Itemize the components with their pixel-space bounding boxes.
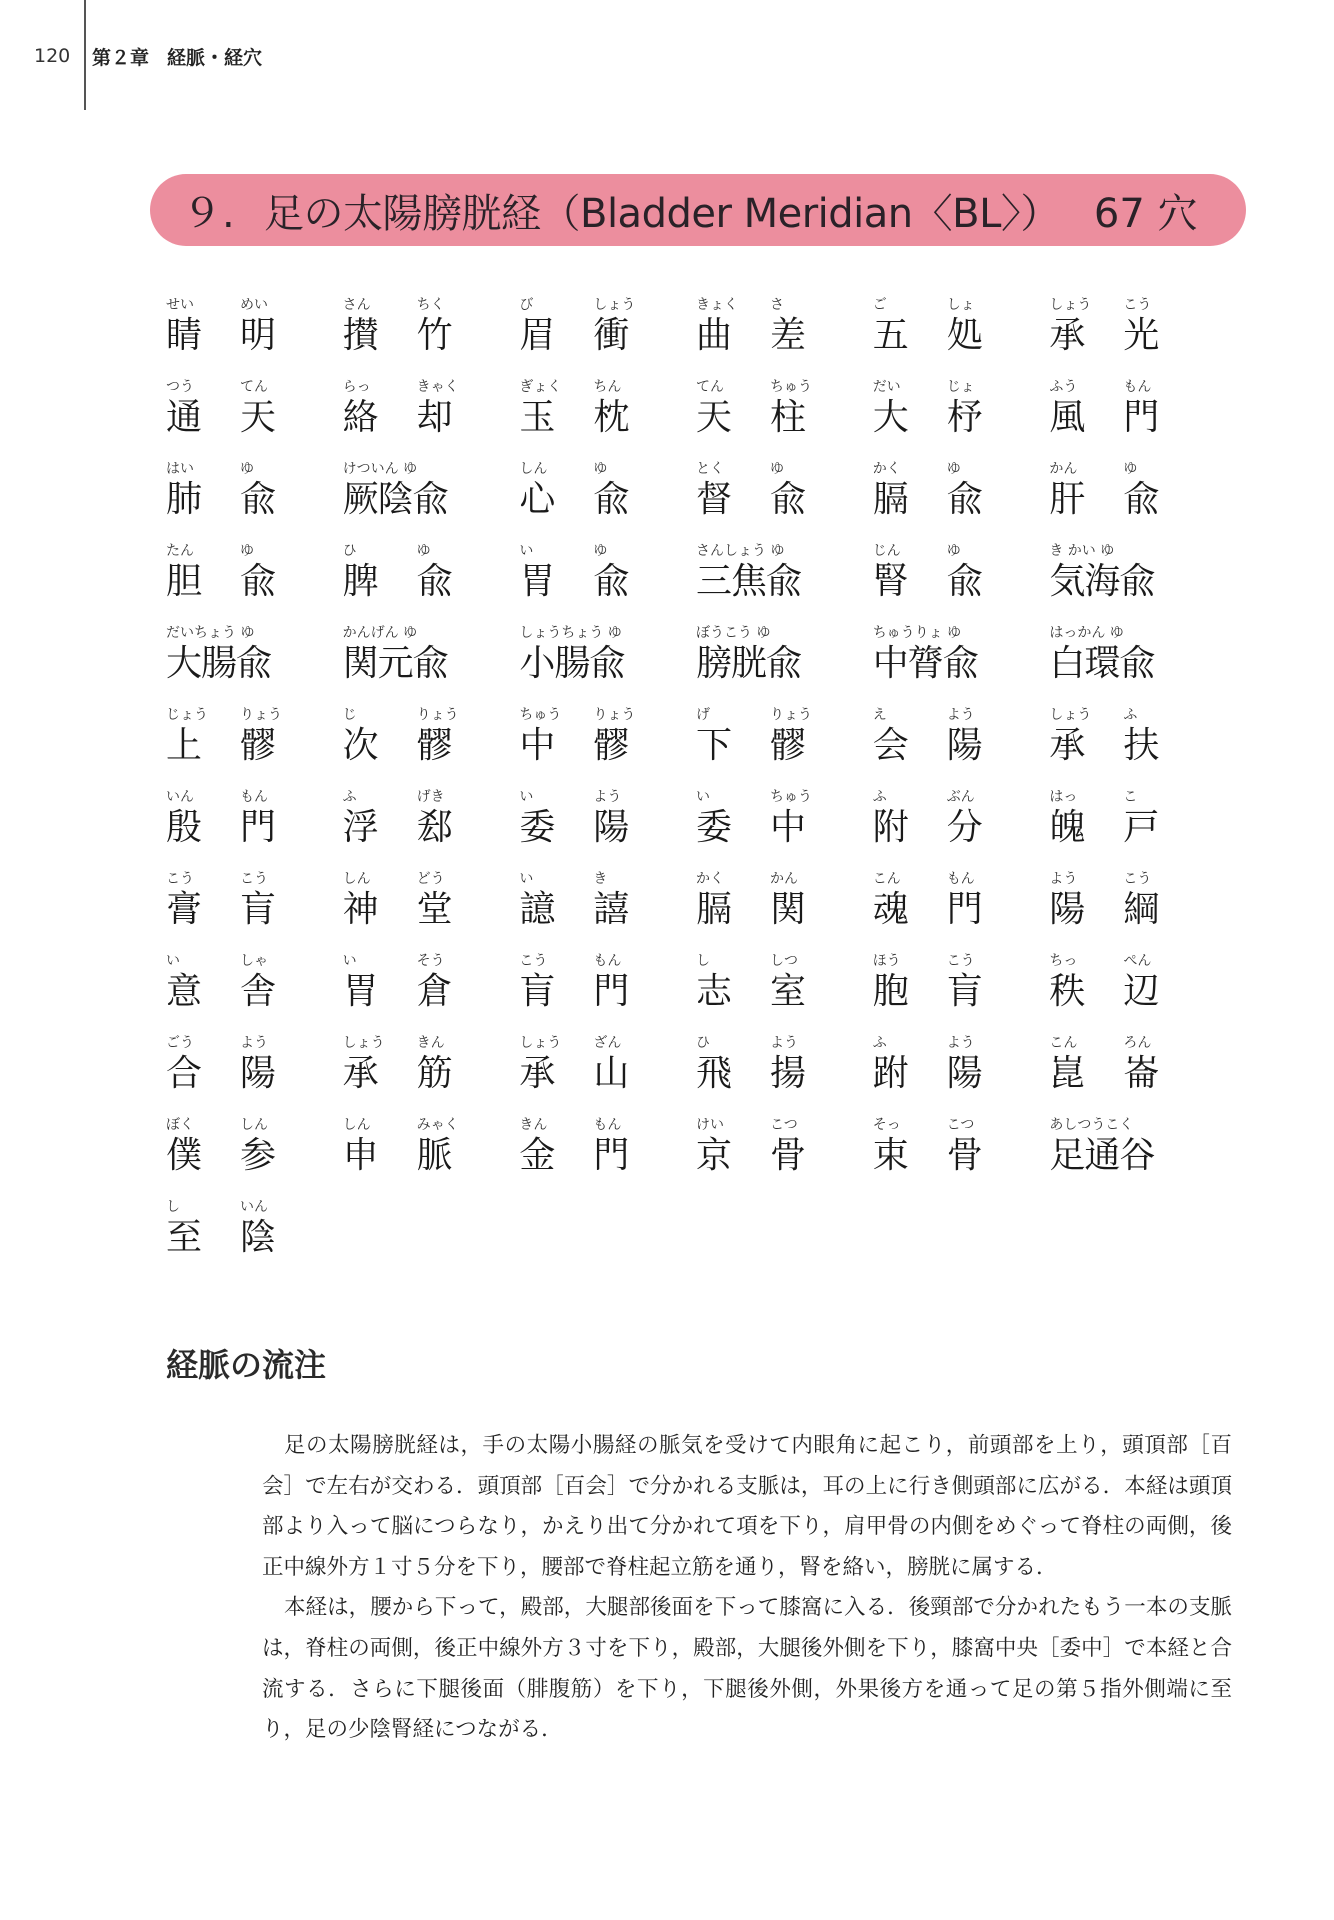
acupoint-reading: しん みゃく	[342, 1117, 459, 1133]
acupoint-name: 関元兪	[342, 643, 448, 684]
acupoint-reading: しん どう	[342, 871, 445, 887]
acupoint	[696, 1032, 873, 1114]
acupoint	[519, 1032, 696, 1114]
acupoint	[1049, 786, 1226, 868]
acupoint-reading: い き	[519, 871, 608, 887]
acupoint-name: 委 陽	[519, 807, 630, 848]
acupoint-row	[166, 458, 1226, 540]
acupoint-row	[166, 950, 1226, 1032]
acupoint-name: 中 髎	[519, 725, 630, 766]
acupoint-name: 胃 兪	[519, 561, 630, 602]
acupoint-row	[166, 704, 1226, 786]
acupoint-reading: はい ゆ	[166, 461, 254, 477]
acupoint-reading: じん ゆ	[872, 543, 961, 559]
acupoint	[1049, 458, 1226, 540]
acupoint-reading: し いん	[166, 1199, 268, 1215]
acupoint	[696, 294, 873, 376]
acupoint-name: 厥陰兪	[342, 479, 448, 520]
acupoint-name: 合 陽	[166, 1053, 277, 1094]
acupoint-name: 眉 衝	[519, 315, 630, 356]
acupoint-name: 上 髎	[166, 725, 277, 766]
acupoint-reading: きょく さ	[696, 297, 785, 313]
acupoint-name: 浮 郄	[342, 807, 453, 848]
acupoint	[1049, 376, 1226, 458]
acupoint-name: 譩 譆	[519, 889, 630, 930]
acupoint-grid	[166, 294, 1226, 1278]
acupoint-name: 崑 崙	[1049, 1053, 1160, 1094]
acupoint	[166, 950, 343, 1032]
acupoint	[519, 1114, 696, 1196]
acupoint-reading: ごう よう	[166, 1035, 268, 1051]
paragraph: 足の太陽膀胱経は，手の太陽小腸経の脈気を受けて内眼角に起こり，前頭部を上り，頭頂部［百会］で左右が交わる．頭頂部［百会］で分かれる支脈は，耳の上に行き側頭部に広がる．本経は頭頂部より入って脳につらなり，かえり出て分かれて項を下り，肩甲骨の内側をめぐって脊柱の両側，後正中線外方１寸５分を下り，腰部で脊柱起立筋を通り，腎を絡い，膀胱に属する．	[262, 1433, 1232, 1580]
acupoint	[343, 704, 520, 786]
acupoint-name: 大腸兪	[166, 643, 272, 684]
header-divider	[84, 0, 86, 110]
acupoint	[166, 1032, 343, 1114]
acupoint	[696, 786, 873, 868]
acupoint	[873, 540, 1050, 622]
acupoint-reading: ぼうこう ゆ	[696, 625, 771, 641]
acupoint-name: 中膂兪	[872, 643, 978, 684]
acupoint-name: 五 処	[872, 315, 983, 356]
acupoint	[343, 622, 520, 704]
acupoint	[343, 786, 520, 868]
acupoint-name: 魂 門	[872, 889, 983, 930]
acupoint	[519, 458, 696, 540]
acupoint-reading: せい めい	[166, 297, 268, 313]
acupoint-name: 附 分	[872, 807, 983, 848]
acupoint	[519, 704, 696, 786]
acupoint-reading: ちっ ぺん	[1049, 953, 1152, 969]
acupoint	[696, 868, 873, 950]
acupoint-reading: とく ゆ	[696, 461, 785, 477]
acupoint-name: 曲 差	[696, 315, 807, 356]
acupoint	[1049, 1032, 1226, 1114]
acupoint-reading: ほう こう	[872, 953, 975, 969]
acupoint-reading: だい じょ	[872, 379, 975, 395]
acupoint-reading: つう てん	[166, 379, 268, 395]
acupoint	[166, 540, 343, 622]
acupoint-name: 肝 兪	[1049, 479, 1160, 520]
acupoint-reading: しょう ざん	[519, 1035, 622, 1051]
acupoint-reading: しょう きん	[342, 1035, 445, 1051]
acupoint-row	[166, 1196, 1226, 1278]
acupoint	[696, 704, 873, 786]
acupoint-name: 承 筋	[342, 1053, 453, 1094]
acupoint	[343, 376, 520, 458]
acupoint-name: 督 兪	[696, 479, 807, 520]
acupoint-reading: ふ げき	[342, 789, 445, 805]
acupoint-reading: ぼく しん	[166, 1117, 268, 1133]
acupoint-name: 会 陽	[872, 725, 983, 766]
acupoint-name: 絡 却	[342, 397, 453, 438]
acupoint	[343, 294, 520, 376]
acupoint-reading: い しゃ	[166, 953, 268, 969]
banner-number: ９.	[182, 190, 235, 237]
acupoint-row	[166, 294, 1226, 376]
acupoint-reading: らっ きゃく	[342, 379, 459, 395]
acupoint-reading: ふう もん	[1049, 379, 1152, 395]
acupoint-name: 心 兪	[519, 479, 630, 520]
acupoint-name: 白環兪	[1049, 643, 1155, 684]
acupoint-name: 足通谷	[1049, 1135, 1155, 1176]
acupoint-row	[166, 540, 1226, 622]
acupoint	[519, 376, 696, 458]
acupoint-name: 胃 倉	[342, 971, 453, 1012]
acupoint	[166, 1196, 352, 1278]
acupoint-row	[166, 1114, 1226, 1196]
acupoint-reading: ぎょく ちん	[519, 379, 622, 395]
acupoint-reading: かく かん	[696, 871, 799, 887]
acupoint	[873, 704, 1050, 786]
acupoint	[696, 622, 873, 704]
acupoint-name: 脾 兪	[342, 561, 453, 602]
acupoint-reading: はっかん ゆ	[1049, 625, 1124, 641]
acupoint-reading: ご しょ	[872, 297, 975, 313]
acupoint-name: 秩 辺	[1049, 971, 1160, 1012]
acupoint	[166, 458, 343, 540]
acupoint	[343, 1032, 520, 1114]
acupoint	[519, 868, 696, 950]
acupoint-reading: い ゆ	[519, 543, 608, 559]
acupoint-reading: し しつ	[696, 953, 799, 969]
acupoint-name: 至 陰	[166, 1217, 277, 1258]
acupoint-name: 承 扶	[1049, 725, 1160, 766]
acupoint-reading: え よう	[872, 707, 975, 723]
acupoint-name: 跗 陽	[872, 1053, 983, 1094]
acupoint-row	[166, 786, 1226, 868]
acupoint-reading: げ りょう	[696, 707, 813, 723]
chapter-title: 経脈・経穴	[167, 46, 263, 69]
acupoint	[873, 376, 1050, 458]
acupoint-name: 陽 綱	[1049, 889, 1160, 930]
acupoint-name: 三焦兪	[696, 561, 802, 602]
acupoint-name: 肓 門	[519, 971, 630, 1012]
acupoint-reading: こう こう	[166, 871, 268, 887]
acupoint-reading: さん ちく	[342, 297, 445, 313]
acupoint-reading: ひ よう	[696, 1035, 799, 1051]
acupoint	[1049, 704, 1226, 786]
acupoint-name: 神 堂	[342, 889, 453, 930]
acupoint-name: 気海兪	[1049, 561, 1155, 602]
acupoint-reading: ひ ゆ	[342, 543, 431, 559]
acupoint	[343, 540, 520, 622]
acupoint-reading: しん ゆ	[519, 461, 608, 477]
acupoint-reading: そっ こつ	[872, 1117, 975, 1133]
acupoint	[1049, 622, 1226, 704]
acupoint-reading: ふ ぶん	[872, 789, 975, 805]
paragraph: 本経は，腰から下って，殿部，大腿部後面を下って膝窩に入る．後頸部で分かれたもう一本の支脈は，脊柱の両側，後正中線外方３寸を下り，殿部，大腿後外側を下り，膝窩中央［委中］で本経と合流する．さらに下腿後面（腓腹筋）を下り，下腿後外側，外果後方を通って足の第５指外側端に至り，足の少陰腎経につながる．	[262, 1595, 1232, 1743]
acupoint-name: 殷 門	[166, 807, 277, 848]
acupoint-name: 下 髎	[696, 725, 807, 766]
acupoint-reading: たん ゆ	[166, 543, 254, 559]
acupoint	[696, 950, 873, 1032]
acupoint-reading: かく ゆ	[872, 461, 961, 477]
acupoint	[166, 376, 343, 458]
acupoint-row	[166, 376, 1226, 458]
acupoint	[343, 868, 520, 950]
acupoint	[166, 294, 343, 376]
acupoint-name: 睛 明	[166, 315, 277, 356]
acupoint-name: 胆 兪	[166, 561, 277, 602]
chapter-label: 第２章	[92, 46, 150, 69]
acupoint-reading: い よう	[519, 789, 622, 805]
page-header	[34, 36, 262, 76]
acupoint-reading: けついん ゆ	[342, 461, 418, 477]
acupoint-name: 通 天	[166, 397, 277, 438]
acupoint-name: 承 山	[519, 1053, 630, 1094]
acupoint	[1049, 294, 1226, 376]
acupoint-reading: さんしょう ゆ	[696, 543, 785, 559]
acupoint-reading: けい こつ	[696, 1117, 798, 1133]
acupoint-reading: よう こう	[1049, 871, 1152, 887]
acupoint-name: 膈 兪	[872, 479, 983, 520]
acupoint-reading: い そう	[342, 953, 445, 969]
acupoint-name: 意 舎	[166, 971, 277, 1012]
acupoint	[1049, 868, 1226, 950]
acupoint-name: 飛 揚	[696, 1053, 807, 1094]
acupoint	[166, 1114, 343, 1196]
acupoint	[519, 786, 696, 868]
acupoint-reading: しょうちょう ゆ	[519, 625, 622, 641]
acupoint	[696, 458, 873, 540]
acupoint-reading: ちゅう りょう	[519, 707, 636, 723]
acupoint-reading: こう もん	[519, 953, 622, 969]
acupoint-reading: しょう ふ	[1049, 707, 1138, 723]
acupoint	[696, 540, 873, 622]
acupoint-reading: だいちょう ゆ	[166, 625, 255, 641]
acupoint-reading: しょう こう	[1049, 297, 1152, 313]
acupoint-name: 次 髎	[342, 725, 453, 766]
acupoint	[166, 786, 343, 868]
acupoint-name: 風 門	[1049, 397, 1160, 438]
acupoint	[873, 1032, 1050, 1114]
acupoint	[1049, 540, 1226, 622]
acupoint	[166, 622, 343, 704]
acupoint	[519, 950, 696, 1032]
acupoint-name: 魄 戸	[1049, 807, 1160, 848]
acupoint-reading: てん ちゅう	[696, 379, 813, 395]
acupoint-reading: あしつうこく	[1049, 1117, 1134, 1133]
acupoint	[873, 622, 1050, 704]
acupoint	[1049, 1114, 1226, 1196]
acupoint-reading: び しょう	[519, 297, 636, 313]
acupoint-reading: い ちゅう	[696, 789, 813, 805]
acupoint-reading: こん ろん	[1049, 1035, 1152, 1051]
acupoint-row	[166, 868, 1226, 950]
acupoint-name: 膈 関	[696, 889, 807, 930]
acupoint-name: 京 骨	[696, 1135, 807, 1176]
acupoint	[873, 868, 1050, 950]
acupoint-name: 膀胱兪	[696, 643, 802, 684]
acupoint-name: 攅 竹	[342, 315, 453, 356]
acupoint	[343, 950, 520, 1032]
acupoint-reading: きん もん	[519, 1117, 622, 1133]
acupoint-name: 胞 肓	[872, 971, 983, 1012]
acupoint	[873, 950, 1050, 1032]
page-number: 120	[34, 45, 71, 67]
banner-point-count: 67 穴	[1093, 190, 1198, 237]
acupoint-reading: じょう りょう	[166, 707, 282, 723]
acupoint-name: 僕 参	[166, 1135, 277, 1176]
acupoint	[873, 1114, 1050, 1196]
acupoint	[873, 458, 1050, 540]
acupoint-reading: き かい ゆ	[1049, 543, 1115, 559]
acupoint-reading: かんげん ゆ	[342, 625, 418, 641]
acupoint-name: 金 門	[519, 1135, 630, 1176]
acupoint-name: 大 杼	[872, 397, 983, 438]
acupoint	[519, 622, 696, 704]
acupoint-reading: ちゅうりょ ゆ	[872, 625, 962, 641]
acupoint	[1049, 950, 1226, 1032]
acupoint	[873, 786, 1050, 868]
acupoint-reading: じ りょう	[342, 707, 459, 723]
acupoint	[343, 1114, 520, 1196]
acupoint	[166, 704, 343, 786]
acupoint-name: 束 骨	[872, 1135, 983, 1176]
acupoint-name: 小腸兪	[519, 643, 625, 684]
acupoint-name: 委 中	[696, 807, 807, 848]
acupoint-reading: いん もん	[166, 789, 268, 805]
section-title: 経脈の流注	[166, 1346, 327, 1384]
banner-title: 足の太陽膀胱経（Bladder Meridian〈BL〉）	[264, 190, 1060, 237]
section-banner	[150, 174, 1246, 246]
acupoint	[696, 376, 873, 458]
acupoint-name: 膏 肓	[166, 889, 277, 930]
acupoint	[873, 294, 1050, 376]
acupoint	[343, 458, 520, 540]
acupoint-reading: はっ こ	[1049, 789, 1138, 805]
acupoint-name: 承 光	[1049, 315, 1160, 356]
acupoint-name: 志 室	[696, 971, 807, 1012]
acupoint-name: 申 脈	[342, 1135, 453, 1176]
acupoint-reading: かん ゆ	[1049, 461, 1138, 477]
acupoint-name: 玉 枕	[519, 397, 630, 438]
section-body	[262, 1426, 1232, 1751]
acupoint	[519, 540, 696, 622]
acupoint	[696, 1114, 873, 1196]
acupoint-name: 天 柱	[696, 397, 807, 438]
acupoint-reading: こん もん	[872, 871, 975, 887]
acupoint	[519, 294, 696, 376]
acupoint-row	[166, 1032, 1226, 1114]
acupoint-reading: ふ よう	[872, 1035, 975, 1051]
acupoint-row	[166, 622, 1226, 704]
acupoint	[166, 868, 343, 950]
acupoint-name: 腎 兪	[872, 561, 983, 602]
acupoint-name: 肺 兪	[166, 479, 277, 520]
